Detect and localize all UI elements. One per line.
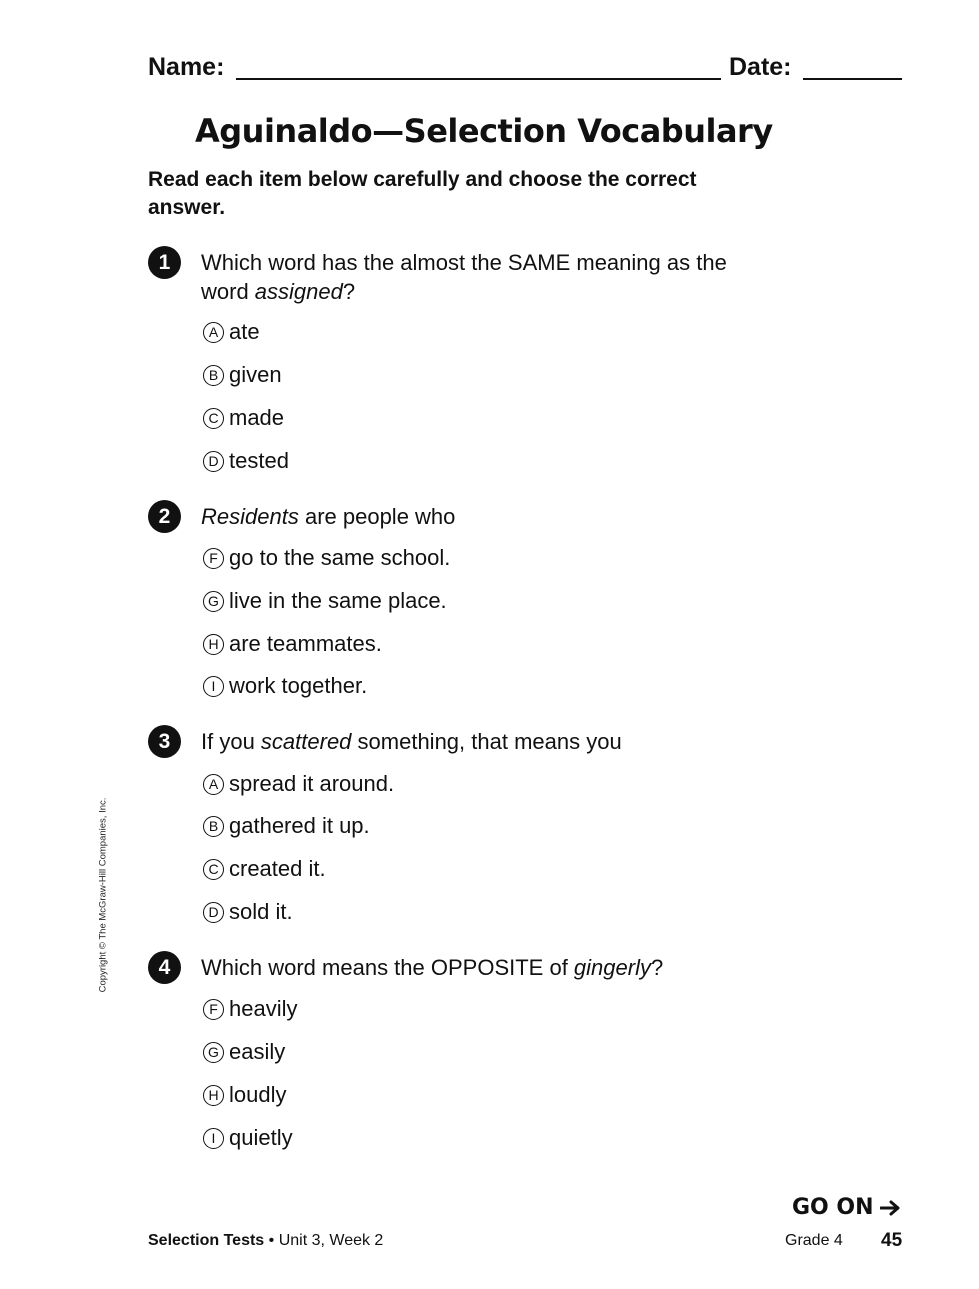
instructions: Read each item below carefully and choose the correct answer. [148, 168, 697, 219]
option-4g[interactable]: G easily [203, 1038, 285, 1066]
answer-bubble-icon[interactable]: H [203, 1085, 224, 1106]
option-3b[interactable]: B gathered it up. [203, 812, 370, 840]
answer-bubble-icon[interactable]: D [203, 902, 224, 923]
footer-series: Selection Tests [148, 1232, 265, 1249]
option-2h[interactable]: H are teammates. [203, 630, 382, 658]
date-label: Date: [729, 53, 792, 81]
answer-bubble-icon[interactable]: I [203, 1128, 224, 1149]
copyright-notice: Copyright © The McGraw-Hill Companies, Inc. [97, 797, 109, 993]
answer-bubble-icon[interactable]: C [203, 408, 224, 429]
question-number-4: 4 [148, 951, 181, 984]
answer-bubble-icon[interactable]: A [203, 774, 224, 795]
page-title: Aguinaldo—Selection Vocabulary [195, 112, 773, 150]
option-2g[interactable]: G live in the same place. [203, 587, 447, 615]
go-on-indicator [792, 1195, 902, 1220]
option-1a[interactable]: A ate [203, 318, 260, 346]
option-4i[interactable]: I quietly [203, 1124, 293, 1152]
option-3d[interactable]: D sold it. [203, 898, 293, 926]
answer-bubble-icon[interactable]: D [203, 451, 224, 472]
question-text-4: Which word means the OPPOSITE of gingerly? [201, 955, 664, 980]
arrow-right-icon [880, 1200, 902, 1216]
go-on-label: GO ON [792, 1195, 874, 1220]
footer-grade: Grade 4 [785, 1232, 843, 1249]
answer-bubble-icon[interactable]: G [203, 591, 224, 612]
option-4h[interactable]: H loudly [203, 1081, 286, 1109]
option-4f[interactable]: F heavily [203, 995, 297, 1023]
answer-bubble-icon[interactable]: C [203, 859, 224, 880]
page-number: 45 [881, 1230, 903, 1251]
answer-bubble-icon[interactable]: B [203, 816, 224, 837]
footer-unit: Unit 3, Week 2 [278, 1232, 384, 1249]
date-field-line[interactable] [803, 78, 902, 80]
footer-left [148, 1232, 383, 1250]
name-label: Name: [148, 53, 225, 81]
question-number-1: 1 [148, 246, 181, 279]
option-2i[interactable]: I work together. [203, 672, 367, 700]
question-number-3: 3 [148, 725, 181, 758]
question-text-2: Residents are people who [201, 504, 456, 529]
option-3c[interactable]: C created it. [203, 855, 326, 883]
question-text-1: Which word has the almost the SAME meaning as the word assigned? [201, 250, 727, 304]
answer-bubble-icon[interactable]: H [203, 634, 224, 655]
option-3a[interactable]: A spread it around. [203, 770, 394, 798]
question-text-3: If you scattered something, that means you [201, 729, 622, 754]
answer-bubble-icon[interactable]: B [203, 365, 224, 386]
option-1b[interactable]: B given [203, 361, 282, 389]
question-number-2: 2 [148, 500, 181, 533]
option-2f[interactable]: F go to the same school. [203, 544, 450, 572]
answer-bubble-icon[interactable]: F [203, 548, 224, 569]
option-1d[interactable]: D tested [203, 447, 289, 475]
name-field-line[interactable] [236, 78, 721, 80]
answer-bubble-icon[interactable]: F [203, 999, 224, 1020]
footer-bullet: • [264, 1232, 279, 1249]
answer-bubble-icon[interactable]: A [203, 322, 224, 343]
answer-bubble-icon[interactable]: G [203, 1042, 224, 1063]
answer-bubble-icon[interactable]: I [203, 676, 224, 697]
option-1c[interactable]: C made [203, 404, 284, 432]
